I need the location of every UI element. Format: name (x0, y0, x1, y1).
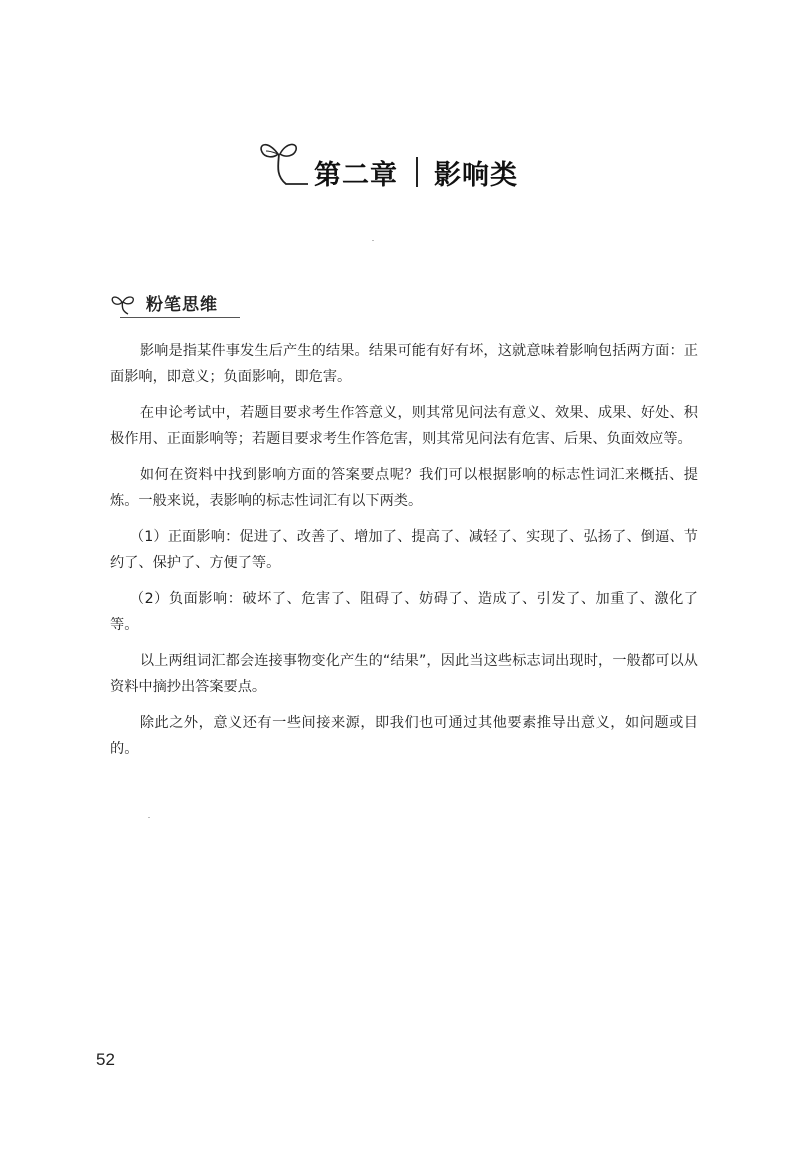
scan-speck (148, 817, 150, 818)
chapter-divider (416, 157, 418, 187)
section-header (110, 290, 218, 317)
paragraph: 如何在资料中找到影响方面的答案要点呢？我们可以根据影响的标志性词汇来概括、提炼。一般来说，表影响的标志性词汇有以下两类。 (110, 467, 698, 509)
scan-speck (372, 240, 374, 241)
page-number: 52 (96, 1050, 115, 1069)
sprout-icon (256, 136, 312, 196)
chapter-title (314, 153, 518, 192)
sprout-icon (110, 293, 144, 317)
chapter-heading (256, 132, 518, 212)
paragraph: 除此之外，意义还有一些间接来源，即我们也可通过其他要素推导出意义，如问题或目的。 (110, 715, 698, 757)
paragraph: 以上两组词汇都会连接事物变化产生的“结果”，因此当这些标志词出现时，一般都可以从资料中摘抄出答案要点。 (110, 653, 698, 695)
chapter-label: 第二章 (314, 159, 398, 191)
chapter-name: 影响类 (434, 159, 518, 191)
list-item-negative: （2）负面影响：破坏了、危害了、阻碍了、妨碍了、造成了、引发了、加重了、激化了等。 (110, 591, 698, 633)
section-underline (120, 317, 240, 318)
list-item-positive: （1）正面影响：促进了、改善了、增加了、提高了、减轻了、实现了、弘扬了、倒逼、节约了、保护了、方便了等。 (110, 529, 698, 571)
body-text (110, 338, 698, 772)
paragraph: 影响是指某件事发生后产生的结果。结果可能有好有坏，这就意味着影响包括两方面：正面影响，即意义；负面影响，即危害。 (110, 343, 698, 385)
section-title: 粉笔思维 (146, 295, 218, 315)
paragraph: 在申论考试中，若题目要求考生作答意义，则其常见问法有意义、效果、成果、好处、积极作用、正面影响等；若题目要求考生作答危害，则其常见问法有危害、后果、负面效应等。 (110, 405, 698, 447)
